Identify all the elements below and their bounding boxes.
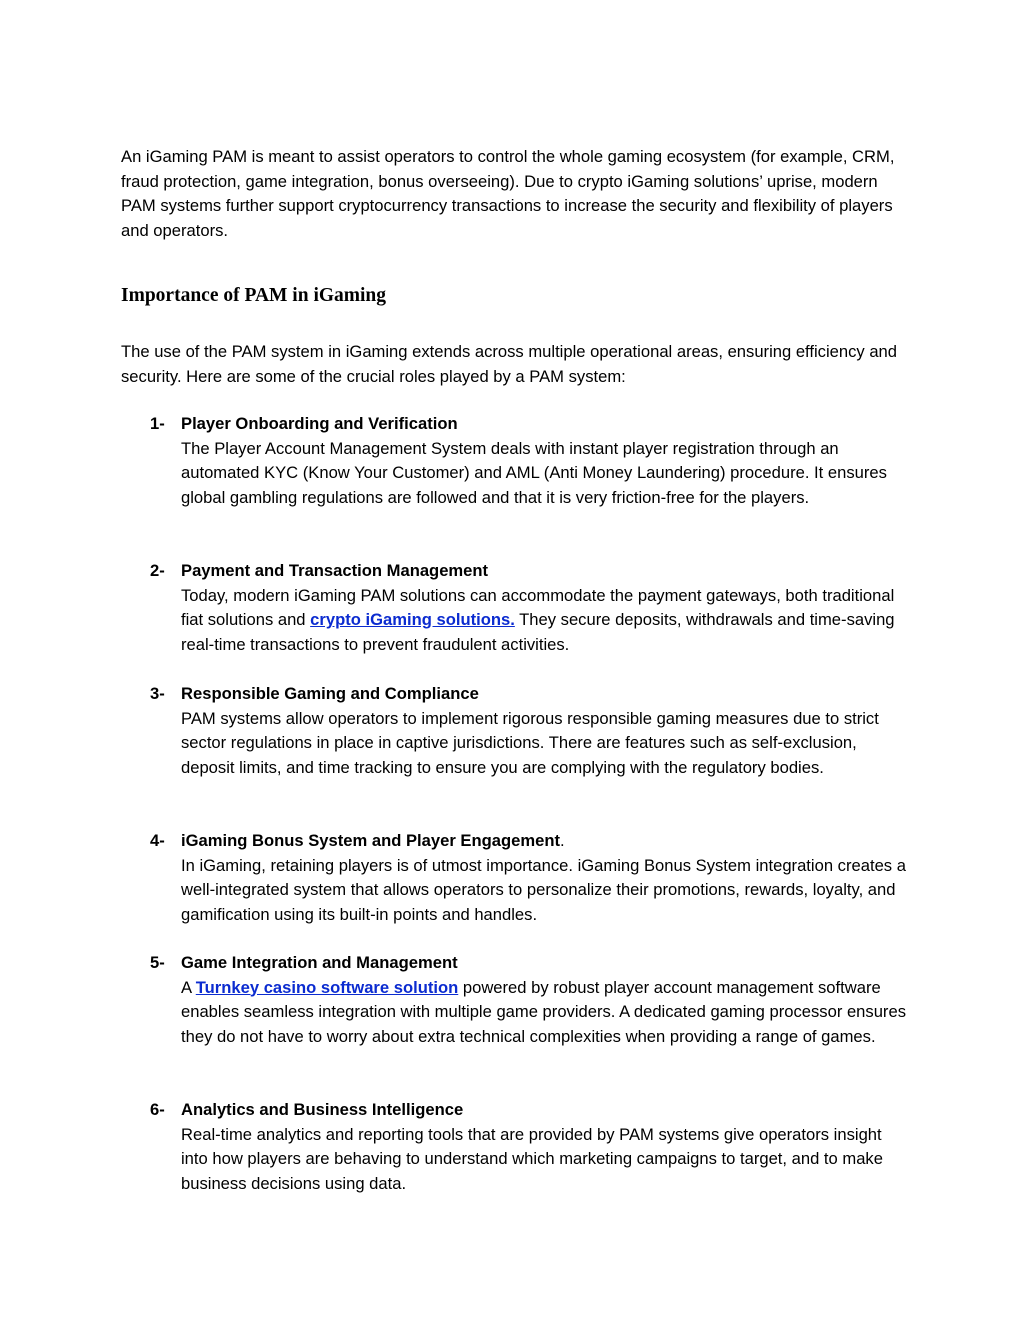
list-item-body [181, 682, 906, 780]
list-item-title: Responsible Gaming and Compliance [181, 684, 479, 703]
list-item-text: In iGaming, retaining players is of utmost importance. iGaming Bonus System integration creates a well-integrated system that allows operators to personalize their promotions, rewards, loyalty, and gamification using its built-in points and handles. [181, 855, 906, 924]
list-number: 4- [150, 831, 165, 850]
lead-paragraph: The use of the PAM system in iGaming extends across multiple operational areas, ensuring efficiency and security. Here are some of the crucial roles played by a PAM system: [121, 342, 898, 386]
list-item-text: The Player Account Management System deals with instant player registration through an automated KYC (Know Your Customer) and AML (Anti Money Laundering) procedure. It ensures global gambling regulations are followed and that it is very friction-free for the players. [181, 438, 887, 507]
turnkey-casino-software-link[interactable]: Turnkey casino software solution [195, 977, 459, 997]
list-item-text-after: They secure deposits, withdrawals and time-saving real-time transactions to prevent fraudulent activities. [181, 610, 895, 654]
list-item-body [181, 412, 906, 510]
list-item-title: Analytics and Business Intelligence [181, 1100, 464, 1119]
intro-paragraph: An iGaming PAM is meant to assist operators to control the whole gaming ecosystem (for example, CRM, fraud protection, game integration, bonus overseeing). Due to crypto iGaming solutions’ uprise, modern PAM systems further support cryptocurrency transactions to increase the security and flexibility of players and operators. [121, 147, 895, 240]
section-heading: Importance of PAM in iGaming [121, 285, 387, 306]
list-item-text: Real-time analytics and reporting tools that are provided by PAM systems give operators insight into how players are behaving to understand which marketing campaigns to target, and to make business decisions using data. [181, 1124, 883, 1193]
lead-block [121, 340, 911, 389]
list-item-title-suffix: . [560, 831, 565, 850]
crypto-igaming-solutions-link[interactable]: crypto iGaming solutions. [310, 610, 515, 629]
list-item-text: PAM systems allow operators to implement rigorous responsible gaming measures due to strict sector regulations in place in captive jurisdictions. There are features such as self-exclusion, deposit limits, and time tracking to ensure you are complying with the regulatory bodies. [181, 708, 879, 777]
list-number: 1- [150, 414, 165, 433]
list-item-body [181, 951, 906, 1049]
list-item-title: Payment and Transaction Management [181, 561, 489, 580]
list-item-text-before: A [181, 977, 196, 997]
list-number: 2- [150, 561, 165, 580]
list-item-title: Game Integration and Management [181, 953, 458, 972]
list-item-body [181, 1098, 906, 1196]
list-item-text-after: powered by robust player account management software enables seamless integration with multiple game providers. A dedicated gaming processor ensures they do not have to worry about extra technical complexities when providing a range of games. [181, 977, 906, 1046]
list-number: 5- [150, 953, 165, 972]
list-item-title: Player Onboarding and Verification [181, 414, 458, 433]
list-item-body [181, 829, 906, 927]
list-item-text-before: Today, modern iGaming PAM solutions can accommodate the payment gateways, both traditional fiat solutions and [181, 585, 895, 629]
list-number: 6- [150, 1100, 165, 1119]
list-item-title: iGaming Bonus System and Player Engagement [181, 831, 560, 850]
list-item-body [181, 559, 906, 657]
list-number: 3- [150, 684, 165, 703]
intro-block [121, 145, 911, 243]
